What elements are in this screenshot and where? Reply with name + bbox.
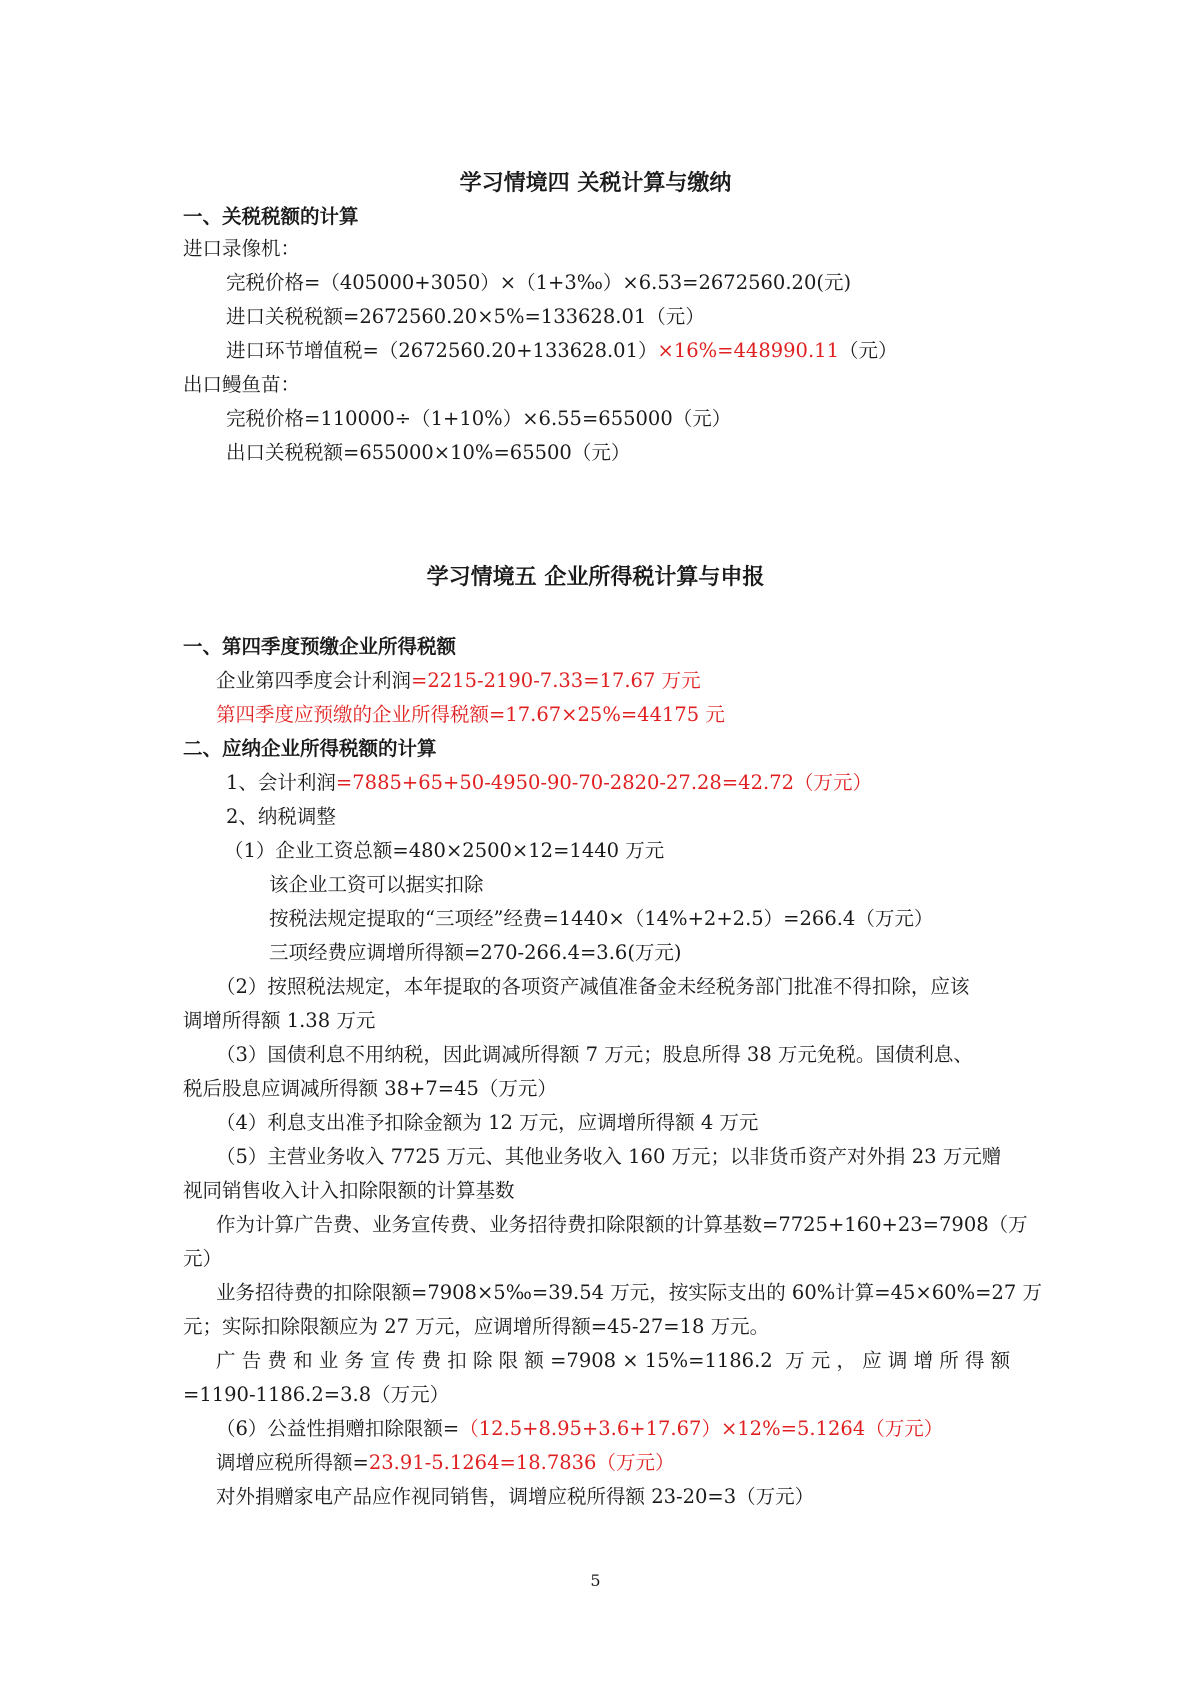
item1-line-4: 三项经费应调增所得额=270-266.4=3.6(万元)	[269, 941, 682, 964]
item4-line-1: （4）利息支出准予扣除金额为 12 万元，应调增所得额 4 万元	[216, 1111, 759, 1134]
item5-line-6: 元；实际扣除限额应为 27 万元，应调增所得额=45-27=18 万元。	[183, 1315, 770, 1338]
item6-line-2	[216, 1446, 1191, 1480]
item3-line-1: （3）国债利息不用纳税，因此调减所得额 7 万元；股息所得 38 万元免税。国债利息、	[216, 1043, 973, 1066]
section4-title: 学习情境四 关税计算与缴纳	[459, 171, 732, 196]
section5-heading-2: 二、应纳企业所得税额的计算	[183, 737, 437, 760]
item6-line-1-value: （12.5+8.95+3.6+17.67）×12%=5.1264（万元）	[459, 1417, 944, 1440]
import-line-1: 完税价格=（405000+3050）×（1+3‰）×6.53=2672560.20(元)	[226, 271, 852, 294]
item6-line-2-value: 23.91-5.1264=18.7836（万元）	[368, 1451, 675, 1474]
q4-profit-label: 企业第四季度会计利润	[216, 669, 412, 692]
section4-heading-1: 一、关税税额的计算	[183, 205, 359, 228]
item5-line-1: （5）主营业务收入 7725 万元、其他业务收入 160 万元；以非货币资产对外捐 23 万元赠	[216, 1145, 1002, 1168]
item5-line-4: 元）	[183, 1247, 223, 1270]
item5-line-5: 业务招待费的扣除限额=7908×5‰=39.54 万元，按实际支出的 60%计算=45×60%=27 万	[216, 1281, 1042, 1304]
item2-line-1: （2）按照税法规定，本年提取的各项资产减值准备金未经税务部门批准不得扣除，应该	[216, 975, 970, 998]
tax-adjustment-label: 2、纳税调整	[226, 805, 336, 828]
q4-profit-line	[216, 664, 1191, 698]
item1-line-1: （1）企业工资总额=480×2500×12=1440 万元	[224, 839, 665, 862]
export-line-1: 完税价格=110000÷（1+10%）×6.55=655000（元）	[226, 407, 732, 430]
item5-line-2: 视同销售收入计入扣除限额的计算基数	[183, 1179, 515, 1202]
item1-line-2: 该企业工资可以据实扣除	[269, 873, 484, 896]
q4-profit-value: =2215-2190-7.33=17.67 万元	[411, 669, 701, 692]
item2-line-2: 调增所得额 1.38 万元	[183, 1009, 376, 1032]
item6-line-1-label: （6）公益性捐赠扣除限额=	[216, 1417, 460, 1440]
item6-line-3: 对外捐赠家电产品应作视同销售，调增应税所得额 23-20=3（万元）	[216, 1485, 815, 1508]
item1-line-3: 按税法规定提取的“三项经”经费=1440×（14%+2+2.5）=266.4（万元）	[269, 907, 934, 930]
import-line-3-highlight: ×16%=448990.11	[657, 339, 839, 362]
export-line-2: 出口关税税额=655000×10%=65500（元）	[226, 441, 631, 464]
import-line-3-text: 进口环节增值税=（2672560.20+133628.01）	[226, 339, 658, 362]
q4-prepay-line: 第四季度应预缴的企业所得税额=17.67×25%=44175 元	[216, 703, 725, 726]
import-line-3-unit: （元）	[838, 339, 898, 362]
import-line-2: 进口关税税额=2672560.20×5%=133628.01（元）	[226, 305, 705, 328]
import-label: 进口录像机：	[183, 237, 301, 260]
accounting-profit-label: 1、会计利润	[226, 771, 336, 794]
section5-heading-1: 一、第四季度预缴企业所得税额	[183, 635, 457, 658]
export-label: 出口鳗鱼苗：	[183, 373, 301, 396]
item5-line-3: 作为计算广告费、业务宣传费、业务招待费扣除限额的计算基数=7725+160+23=7908（万	[216, 1213, 1028, 1236]
accounting-profit-line	[226, 766, 1191, 800]
accounting-profit-value: =7885+65+50-4950-90-70-2820-27.28=42.72（万元）	[335, 771, 873, 794]
item5-line-8: =1190-1186.2=3.8（万元）	[183, 1383, 450, 1406]
item6-line-1	[216, 1412, 1191, 1446]
item6-line-2-label: 调增应税所得额=	[216, 1451, 369, 1474]
import-line-3	[226, 334, 1191, 368]
item3-line-2: 税后股息应调减所得额 38+7=45（万元）	[183, 1077, 557, 1100]
page-number: 5	[590, 1571, 601, 1590]
section5-title: 学习情境五 企业所得税计算与申报	[426, 565, 765, 590]
item5-line-7: 广 告 费 和 业 务 宣 传 费 扣 除 限 额 =7908 × 15%=1186.2 万 元 ， 应 调 增 所 得 额	[216, 1349, 1011, 1372]
